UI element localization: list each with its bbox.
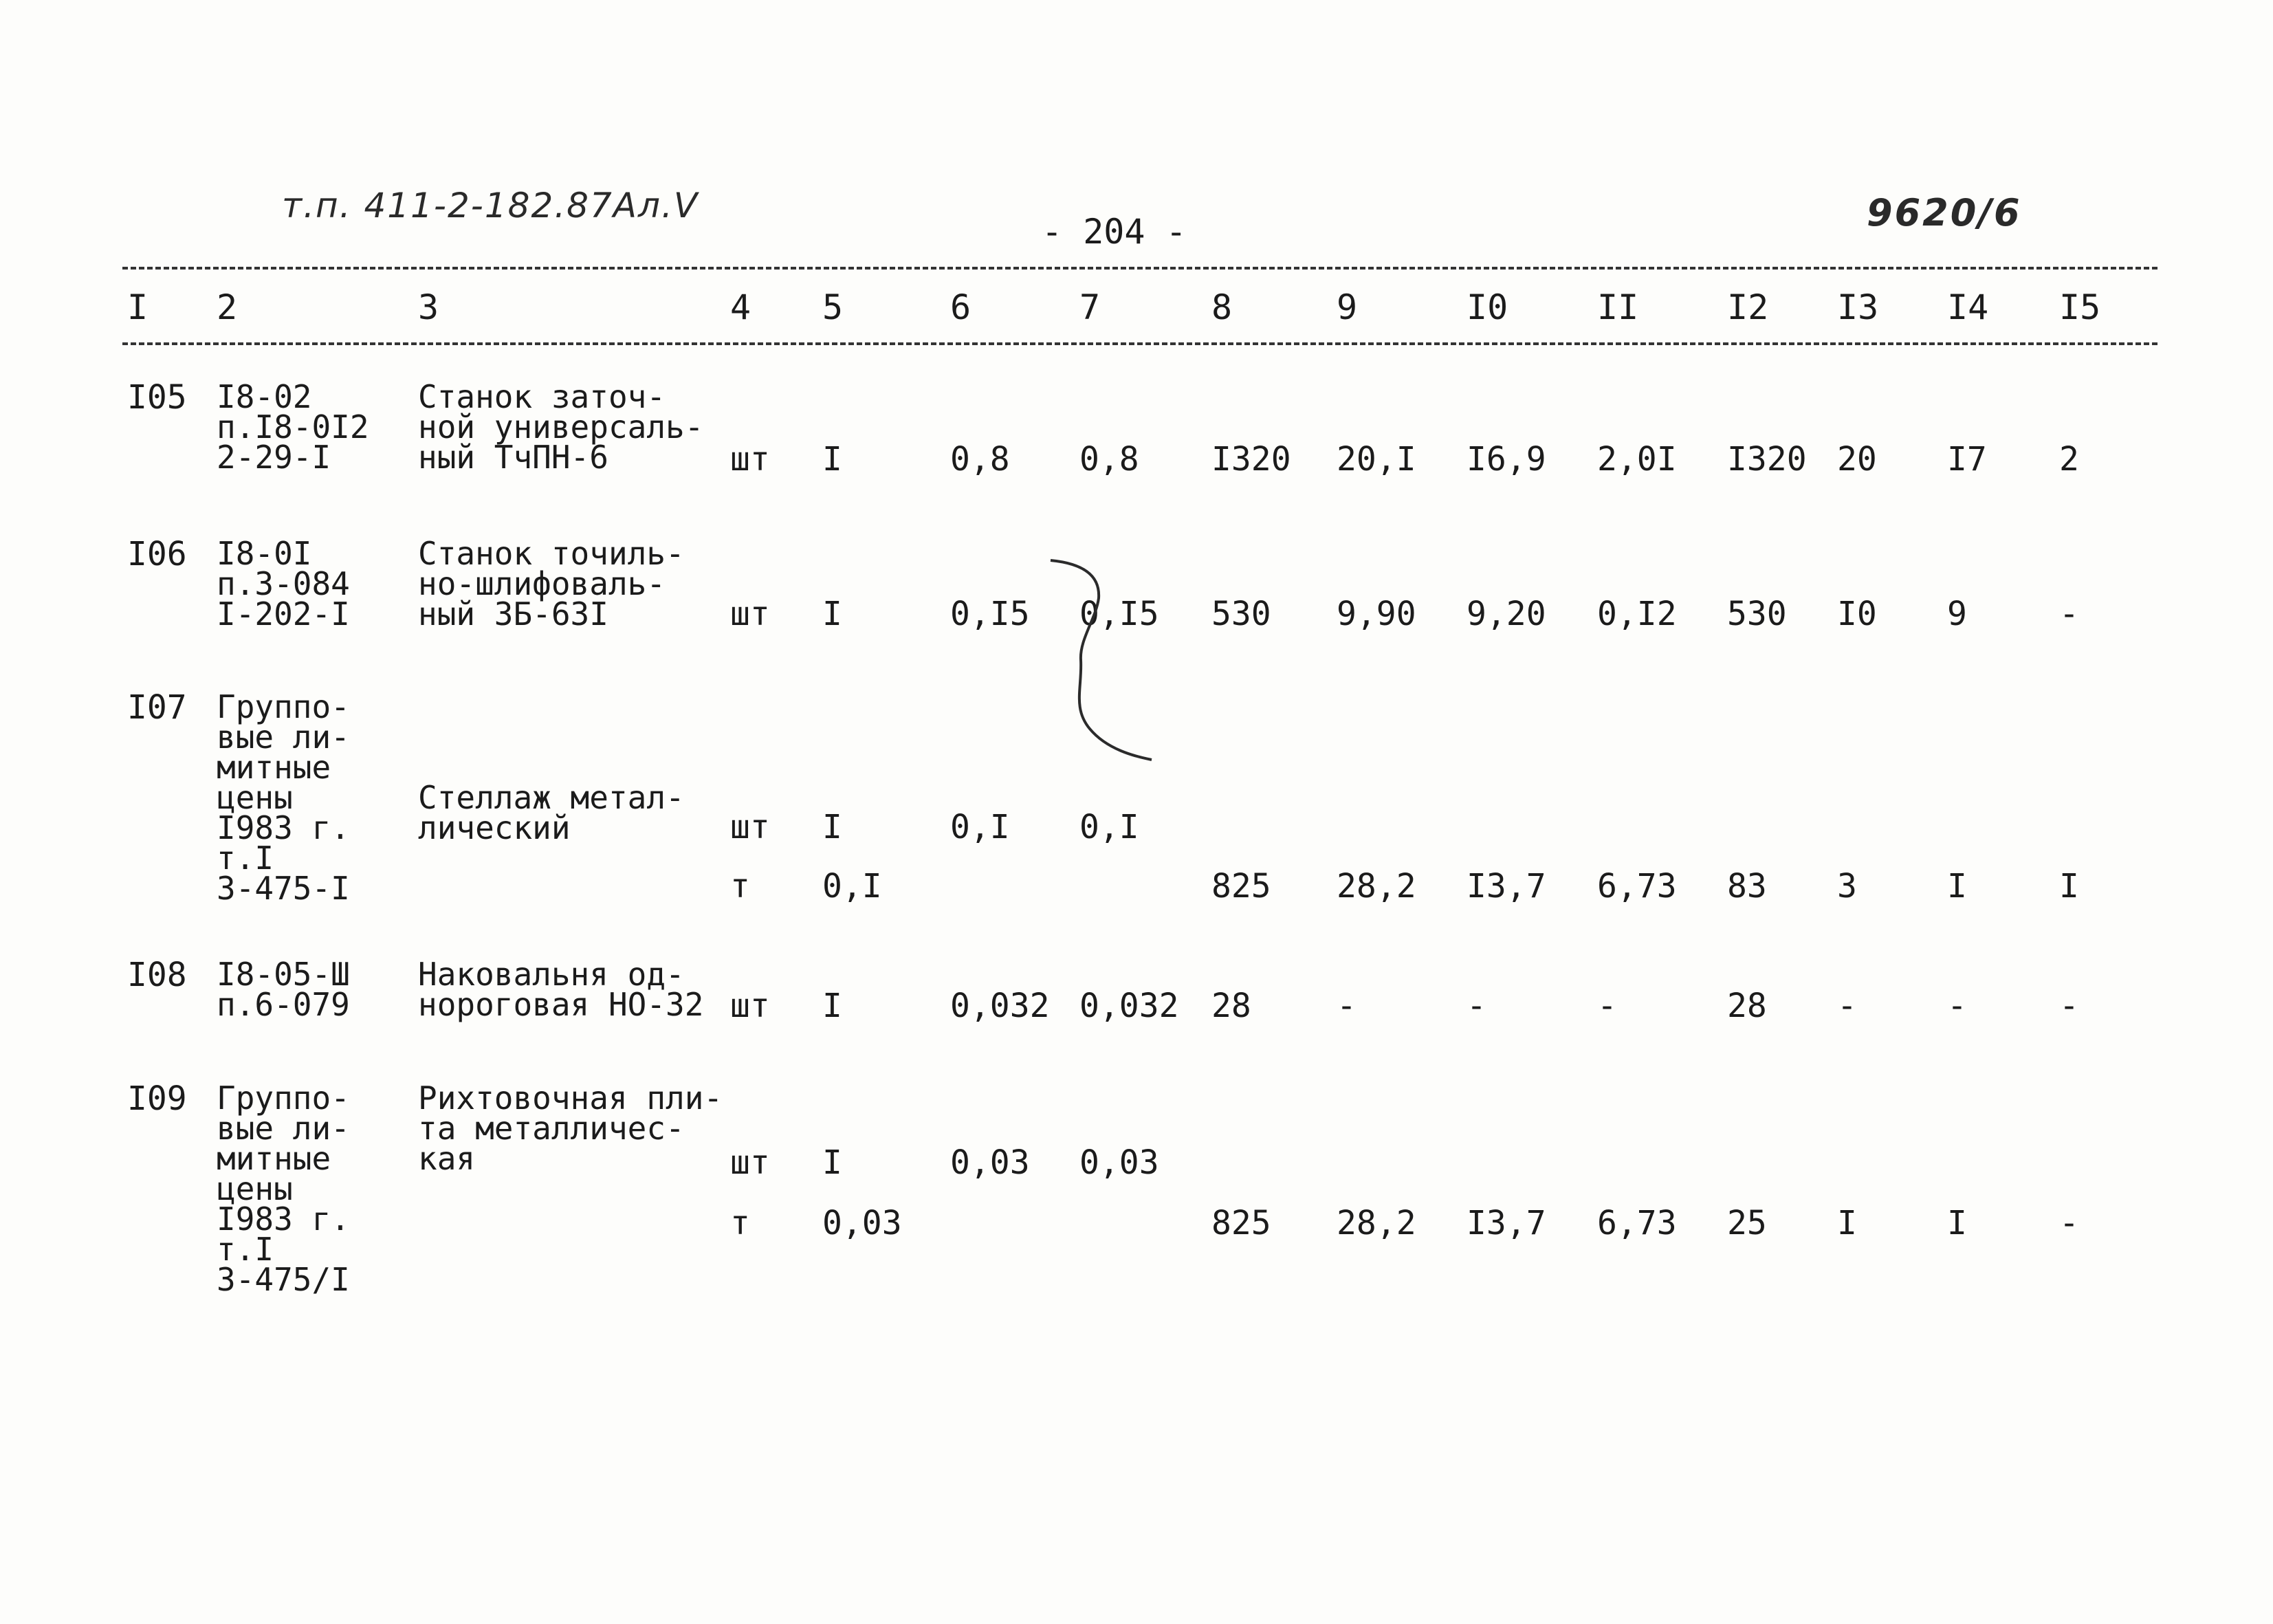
column-header-15: I5 xyxy=(2059,287,2101,327)
value-col-7: 0,I xyxy=(1079,808,1139,846)
value-col-8: 28 xyxy=(1211,987,1251,1025)
value-col-13: I xyxy=(1837,1204,1857,1242)
quantity: 0,03 xyxy=(822,1204,902,1242)
page-number: - 204 - xyxy=(1042,212,1187,252)
value-col-10: I3,7 xyxy=(1467,1204,1546,1242)
value-col-13: - xyxy=(1837,987,1857,1025)
row-number: I07 xyxy=(127,688,187,727)
value-col-15: - xyxy=(2059,987,2079,1025)
value-col-14: 9 xyxy=(1947,595,1967,633)
value-col-9: 20,I xyxy=(1337,440,1416,479)
value-col-13: 3 xyxy=(1837,867,1857,906)
value-col-8: 825 xyxy=(1211,867,1271,906)
row-number: I06 xyxy=(127,535,187,573)
value-col-7: 0,8 xyxy=(1079,440,1139,479)
column-header-7: 7 xyxy=(1079,287,1101,327)
value-col-14: I xyxy=(1947,1204,1967,1242)
value-col-8: 825 xyxy=(1211,1204,1271,1242)
item-description: Стеллаж метал- лический xyxy=(418,779,685,846)
value-col-9: 28,2 xyxy=(1337,1204,1416,1242)
unit: шт xyxy=(730,595,770,633)
column-header-10: I0 xyxy=(1467,287,1508,327)
value-col-6: 0,8 xyxy=(950,440,1010,479)
value-col-15: - xyxy=(2059,1204,2079,1242)
quantity: I xyxy=(822,595,842,633)
row-number: I08 xyxy=(127,956,187,994)
quantity: 0,I xyxy=(822,867,882,906)
value-col-14: - xyxy=(1947,987,1967,1025)
value-col-12: 530 xyxy=(1727,595,1787,633)
value-col-10: I6,9 xyxy=(1467,440,1546,479)
unit: т xyxy=(730,867,750,906)
value-col-6: 0,I xyxy=(950,808,1010,846)
value-col-9: 28,2 xyxy=(1337,867,1416,906)
column-header-13: I3 xyxy=(1837,287,1879,327)
unit: шт xyxy=(730,987,770,1025)
value-col-11: 6,73 xyxy=(1597,867,1677,906)
quantity: I xyxy=(822,987,842,1025)
value-col-6: 0,032 xyxy=(950,987,1050,1025)
column-header-12: I2 xyxy=(1727,287,1769,327)
value-col-10: - xyxy=(1467,987,1486,1025)
value-col-13: I0 xyxy=(1837,595,1877,633)
value-col-12: 83 xyxy=(1727,867,1767,906)
value-col-12: 28 xyxy=(1727,987,1767,1025)
row-number: I09 xyxy=(127,1079,187,1118)
value-col-15: I xyxy=(2059,867,2079,906)
value-col-11: 2,0I xyxy=(1597,440,1677,479)
item-description: Рихтовочная пли- та металличес- кая xyxy=(418,1079,723,1177)
price-reference: Группо- вые ли- митные цены I983 г. т.I 3-475/I xyxy=(217,1079,350,1298)
price-reference: Группо- вые ли- митные цены I983 г. т.I 3-475-I xyxy=(217,688,350,907)
column-header-1: I xyxy=(127,287,149,327)
value-col-7: 0,032 xyxy=(1079,987,1179,1025)
item-description: Наковальня од- нороговая НО-32 xyxy=(418,956,704,1023)
value-col-11: 0,I2 xyxy=(1597,595,1677,633)
value-col-9: 9,90 xyxy=(1337,595,1416,633)
document-reference: т.п. 411-2-182.87Ал.V xyxy=(282,186,699,226)
value-col-13: 20 xyxy=(1837,440,1877,479)
column-header-14: I4 xyxy=(1947,287,1989,327)
unit: шт xyxy=(730,1143,770,1182)
row-number: I05 xyxy=(127,378,187,417)
value-col-14: I7 xyxy=(1947,440,1987,479)
column-header-11: II xyxy=(1597,287,1639,327)
value-col-11: - xyxy=(1597,987,1617,1025)
value-col-7: 0,I5 xyxy=(1079,595,1159,633)
unit: шт xyxy=(730,808,770,846)
value-col-15: 2 xyxy=(2059,440,2079,479)
value-col-15: - xyxy=(2059,595,2079,633)
column-header-8: 8 xyxy=(1211,287,1233,327)
value-col-6: 0,03 xyxy=(950,1143,1030,1182)
value-col-7: 0,03 xyxy=(1079,1143,1159,1182)
quantity: I xyxy=(822,1143,842,1182)
sheet-code: 9620/6 xyxy=(1867,191,2022,234)
item-description: Станок заточ- ной универсаль- ный ТчПН-6 xyxy=(418,378,704,476)
quantity: I xyxy=(822,808,842,846)
column-header-9: 9 xyxy=(1337,287,1358,327)
column-header-2: 2 xyxy=(217,287,238,327)
item-description: Станок точиль- но-шлифоваль- ный 3Б-63I xyxy=(418,535,685,633)
value-col-12: 25 xyxy=(1727,1204,1767,1242)
value-col-10: 9,20 xyxy=(1467,595,1546,633)
value-col-9: - xyxy=(1337,987,1357,1025)
value-col-11: 6,73 xyxy=(1597,1204,1677,1242)
price-reference: I8-0I п.3-084 I-202-I xyxy=(217,535,350,633)
column-header-5: 5 xyxy=(822,287,844,327)
value-col-10: I3,7 xyxy=(1467,867,1546,906)
price-reference: I8-02 п.I8-0I2 2-29-I xyxy=(217,378,369,476)
value-col-8: 530 xyxy=(1211,595,1271,633)
price-reference: I8-05-Ш п.6-079 xyxy=(217,956,350,1023)
column-header-3: 3 xyxy=(418,287,439,327)
column-header-6: 6 xyxy=(950,287,971,327)
value-col-14: I xyxy=(1947,867,1967,906)
column-header-4: 4 xyxy=(730,287,751,327)
value-col-6: 0,I5 xyxy=(950,595,1030,633)
quantity: I xyxy=(822,440,842,479)
value-col-8: I320 xyxy=(1211,440,1291,479)
unit: т xyxy=(730,1204,750,1242)
unit: шт xyxy=(730,440,770,479)
value-col-12: I320 xyxy=(1727,440,1807,479)
